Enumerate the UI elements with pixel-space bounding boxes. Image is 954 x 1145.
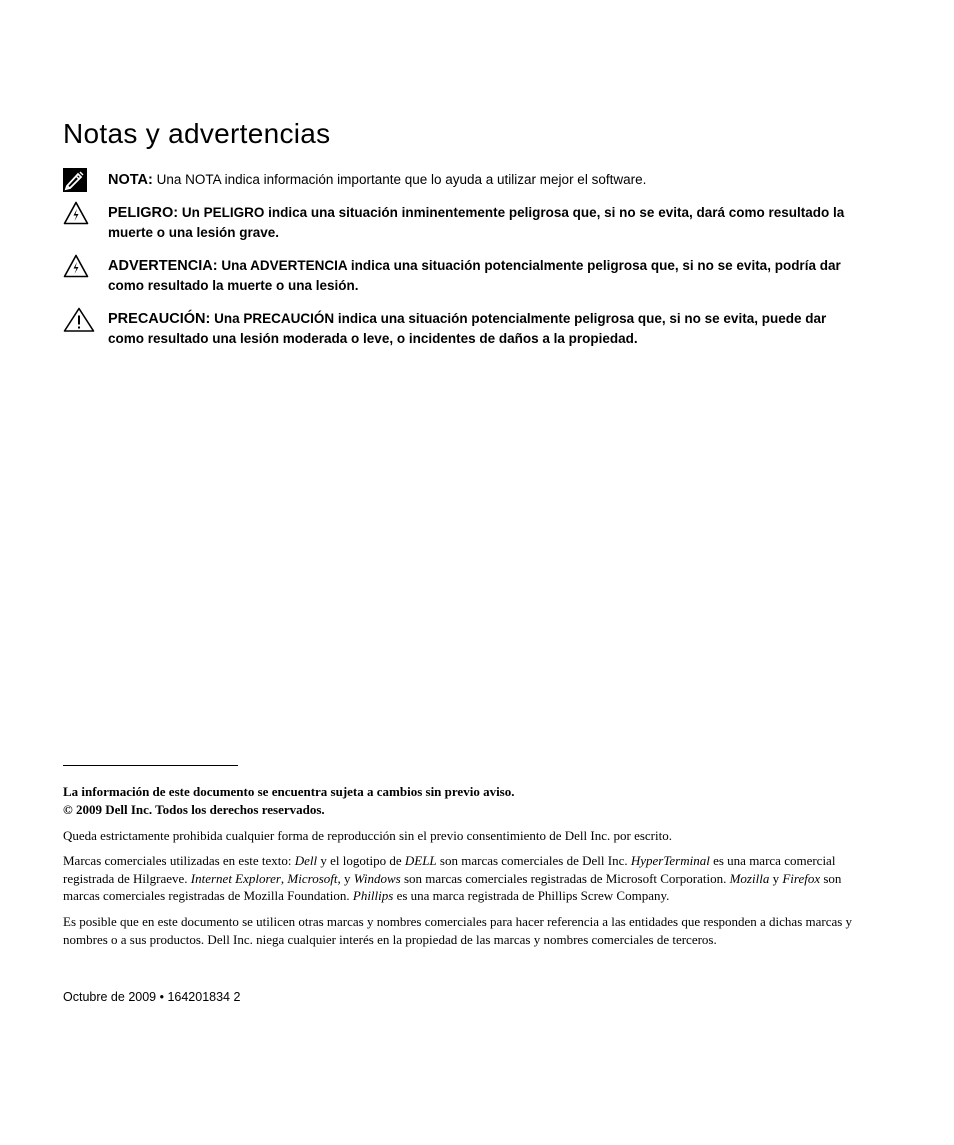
tm-text-7: son marcas comerciales registradas de Microsoft Corporation. bbox=[400, 870, 730, 886]
reproduction-notice bbox=[63, 827, 863, 845]
tm-dell-logo: DELL bbox=[404, 853, 437, 868]
note-text: Una NOTA indica información importante que lo ayuda a utilizar mejor el software. bbox=[156, 172, 647, 187]
caution-label: PRECAUCIÓN: bbox=[108, 311, 211, 327]
tm-mozilla: Mozilla bbox=[729, 870, 770, 886]
other-marks-text: Es posible que en este documento se utilicen otras marcas y nombres comerciales para hacer referencia a las entidades que responden a dichas marcas y nombres o a sus productos. Dell Inc. niega cualquier interés en la propiedad de las marcas y nombres comerciales de terceros. bbox=[63, 914, 853, 947]
warning-text: Una ADVERTENCIA indica una situación potencialmente peligrosa que, si no se evita, podría dar como resultado la muerte o una lesión. bbox=[108, 258, 841, 293]
copyright-symbol: © bbox=[63, 801, 73, 817]
danger-text: Un PELIGRO indica una situación inminentemente peligrosa que, si no se evita, dará como resultado la muerte o una lesión grave. bbox=[108, 205, 845, 240]
note-pencil-icon bbox=[63, 168, 93, 194]
tm-text-5: , bbox=[280, 870, 288, 886]
other-marks-block bbox=[63, 913, 863, 948]
tm-phillips: Phillips bbox=[352, 888, 394, 903]
tm-hyperterminal: HyperTerminal bbox=[630, 853, 710, 868]
note-notice bbox=[63, 170, 863, 190]
footnote-divider bbox=[63, 765, 238, 766]
warning-notice bbox=[63, 256, 863, 295]
tm-text-3: son marcas comerciales de Dell Inc. bbox=[436, 853, 631, 868]
warning-label: ADVERTENCIA: bbox=[108, 258, 218, 274]
caution-text: Una PRECAUCIÓN indica una situación potencialmente peligrosa que, si no se evita, puede dar como resultado una lesión moderada o leve, o incidentes de daños a la propiedad. bbox=[108, 311, 827, 346]
trademarks-block bbox=[63, 852, 863, 905]
tm-text-6: , y bbox=[337, 870, 354, 886]
tm-text-1: Marcas comerciales utilizadas en este texto: bbox=[63, 853, 295, 868]
tm-text-2: y el logotipo de bbox=[317, 853, 405, 868]
reproduction-text: Queda estrictamente prohibida cualquier forma de reproducción sin el previo consentimiento de Dell Inc. por escrito. bbox=[63, 828, 672, 843]
copyright-text: 2009 Dell Inc. Todos los derechos reservados. bbox=[75, 801, 325, 817]
tm-microsoft: Microsoft bbox=[287, 870, 338, 886]
caution-exclamation-icon bbox=[63, 307, 93, 333]
tm-internet-explorer: Internet Explorer bbox=[190, 870, 281, 886]
page-title: Notas y advertencias bbox=[63, 118, 331, 149]
change-notice-block bbox=[63, 783, 863, 818]
tm-text-10: es una marca registrada de Phillips Screw Company. bbox=[393, 888, 670, 903]
electrical-warning-icon bbox=[63, 254, 93, 280]
trademarks-text bbox=[63, 852, 863, 905]
danger-label: PELIGRO: bbox=[108, 205, 179, 221]
tm-firefox: Firefox bbox=[782, 870, 821, 886]
electrical-danger-icon bbox=[63, 201, 93, 227]
tm-text-4: es una marca comercial registrada de Hilgraeve. bbox=[63, 853, 836, 886]
change-notice: La información de este documento se encuentra sujeta a cambios sin previo aviso. bbox=[63, 784, 515, 799]
caution-notice bbox=[63, 309, 863, 348]
tm-text-8: y bbox=[769, 870, 783, 886]
danger-notice bbox=[63, 203, 863, 242]
page-footer: Octubre de 2009 • 164201834 2 bbox=[63, 990, 241, 1004]
tm-text-9: son marcas comerciales registradas de Mozilla Foundation. bbox=[63, 870, 842, 903]
tm-windows: Windows bbox=[353, 870, 401, 886]
note-label: NOTA: bbox=[108, 172, 153, 188]
tm-dell: Dell bbox=[294, 853, 318, 868]
